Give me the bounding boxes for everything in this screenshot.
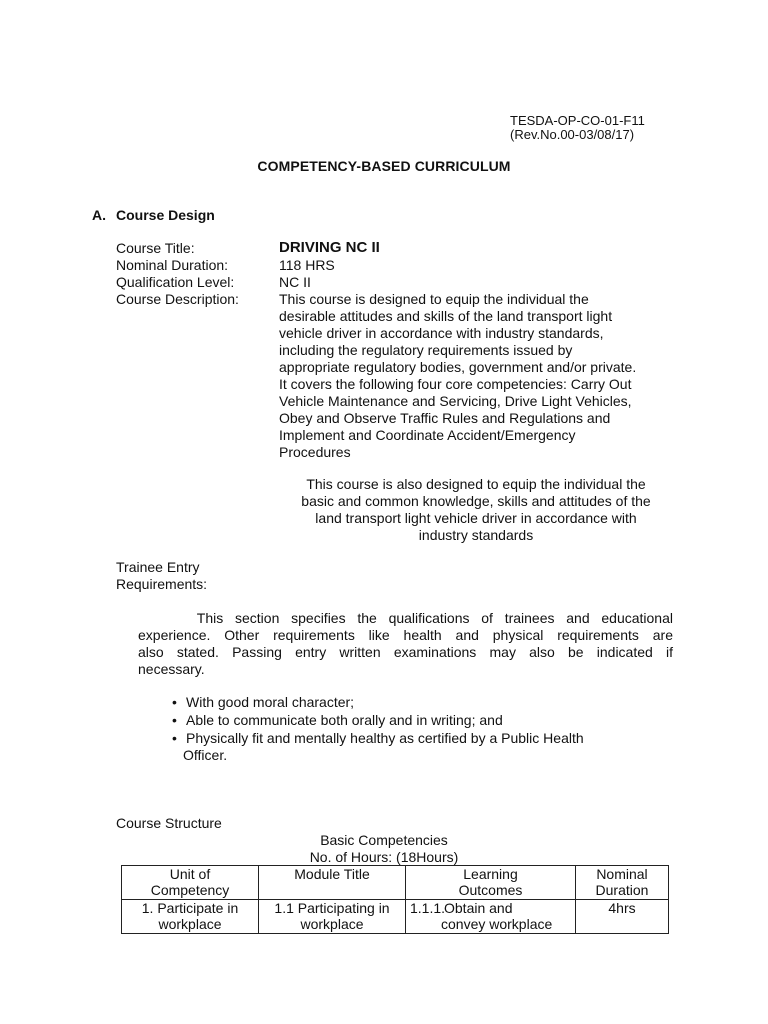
course-description-label: Course Description: [116, 291, 239, 307]
outcome-number: 1.1.1. [410, 900, 446, 916]
description-line: It covers the following four core competencies: Carry Out [279, 376, 632, 392]
table-row [122, 900, 669, 934]
header-line: Duration [595, 882, 649, 898]
document-code [510, 114, 645, 142]
revision-number: (Rev.No.00-03/08/17) [510, 127, 635, 142]
course-description-second-paragraph [272, 476, 680, 544]
hours-label: No. of Hours: (18Hours) [309, 849, 459, 865]
requirement-text-continued: Officer. [183, 747, 228, 763]
table-header-row [122, 866, 669, 900]
qualification-level-label: Qualification Level: [116, 274, 235, 290]
column-header-module [259, 866, 406, 900]
paragraph-line: also stated. Passing entry written examinations may also be indicated if [138, 644, 673, 660]
course-description-text [279, 291, 679, 461]
document-title: COMPETENCY-BASED CURRICULUM [257, 158, 511, 174]
column-header-duration [576, 866, 669, 900]
course-structure-label: Course Structure [116, 815, 222, 831]
list-item [172, 730, 584, 764]
description-line: land transport light vehicle driver in accordance with [315, 510, 637, 526]
description-line: appropriate regulatory bodies, government and/or private. [279, 359, 637, 375]
requirement-text: Physically fit and mentally healthy as certified by a Public Health [186, 730, 584, 746]
cell-line: 1. Participate in [141, 900, 239, 916]
cell-line: convey workplace [441, 916, 553, 932]
header-line: Outcomes [458, 882, 523, 898]
description-line: vehicle driver in accordance with industry standards, [279, 325, 604, 341]
section-heading-text: Course Design [116, 207, 215, 223]
cell-line: workplace [300, 916, 364, 932]
paragraph-line: experience. Other requirements like health and physical requirements are [138, 627, 673, 643]
description-line: This course is also designed to equip the individual the [306, 476, 646, 492]
description-line: This course is designed to equip the individual the [279, 291, 589, 307]
section-a-heading [92, 207, 215, 224]
list-item [172, 712, 584, 729]
requirement-text: With good moral character; [186, 694, 355, 710]
nominal-duration-value: 118 HRS [279, 257, 335, 273]
trainee-label-line: Trainee Entry [116, 559, 200, 575]
description-line: Procedures [279, 444, 351, 460]
header-line: Module Title [294, 866, 370, 882]
unit-cell [122, 900, 259, 934]
cell-line [410, 900, 571, 916]
column-header-unit [122, 866, 259, 900]
description-line: Vehicle Maintenance and Servicing, Drive Light Vehicles, [279, 393, 632, 409]
requirements-list [172, 694, 584, 765]
header-line: Unit of [169, 866, 211, 882]
description-line: including the regulatory requirements issued by [279, 342, 573, 358]
learning-outcome-cell [406, 900, 576, 934]
cell-line: workplace [158, 916, 222, 932]
bullet-icon: • [172, 694, 177, 710]
list-item [172, 694, 584, 711]
module-cell [259, 900, 406, 934]
basic-competencies-title: Basic Competencies [320, 832, 448, 848]
description-line: industry standards [418, 527, 534, 543]
column-header-learning-outcomes [406, 866, 576, 900]
trainee-entry-paragraph [138, 610, 673, 678]
requirement-text: Able to communicate both orally and in writing; and [186, 712, 503, 728]
paragraph-line: necessary. [138, 661, 205, 677]
nominal-duration-label: Nominal Duration: [116, 257, 229, 273]
header-line: Learning [463, 866, 518, 882]
bullet-icon: • [172, 712, 177, 728]
outcome-text: Obtain and [444, 900, 513, 916]
description-line: Implement and Coordinate Accident/Emergency [279, 427, 576, 443]
description-line: Obey and Observe Traffic Rules and Regulations and [279, 410, 611, 426]
description-line: basic and common knowledge, skills and attitudes of the [301, 493, 651, 509]
cell-line: 1.1 Participating in [274, 900, 390, 916]
course-title-label: Course Title: [116, 240, 195, 256]
duration-cell: 4hrs [576, 900, 669, 934]
bullet-icon: • [172, 730, 177, 746]
course-structure-table [121, 865, 669, 934]
qualification-level-value: NC II [279, 274, 311, 290]
course-title-value: DRIVING NC II [279, 239, 380, 256]
form-number: TESDA-OP-CO-01-F11 [510, 113, 645, 128]
header-line: Nominal [596, 866, 648, 882]
section-letter: A. [92, 207, 106, 223]
paragraph-line: This section specifies the qualifications of trainees and educational [138, 610, 673, 626]
trainee-entry-label [116, 559, 207, 593]
description-line: desirable attitudes and skills of the land transport light [279, 308, 613, 324]
trainee-label-line: Requirements: [116, 576, 208, 592]
header-line: Competency [150, 882, 230, 898]
